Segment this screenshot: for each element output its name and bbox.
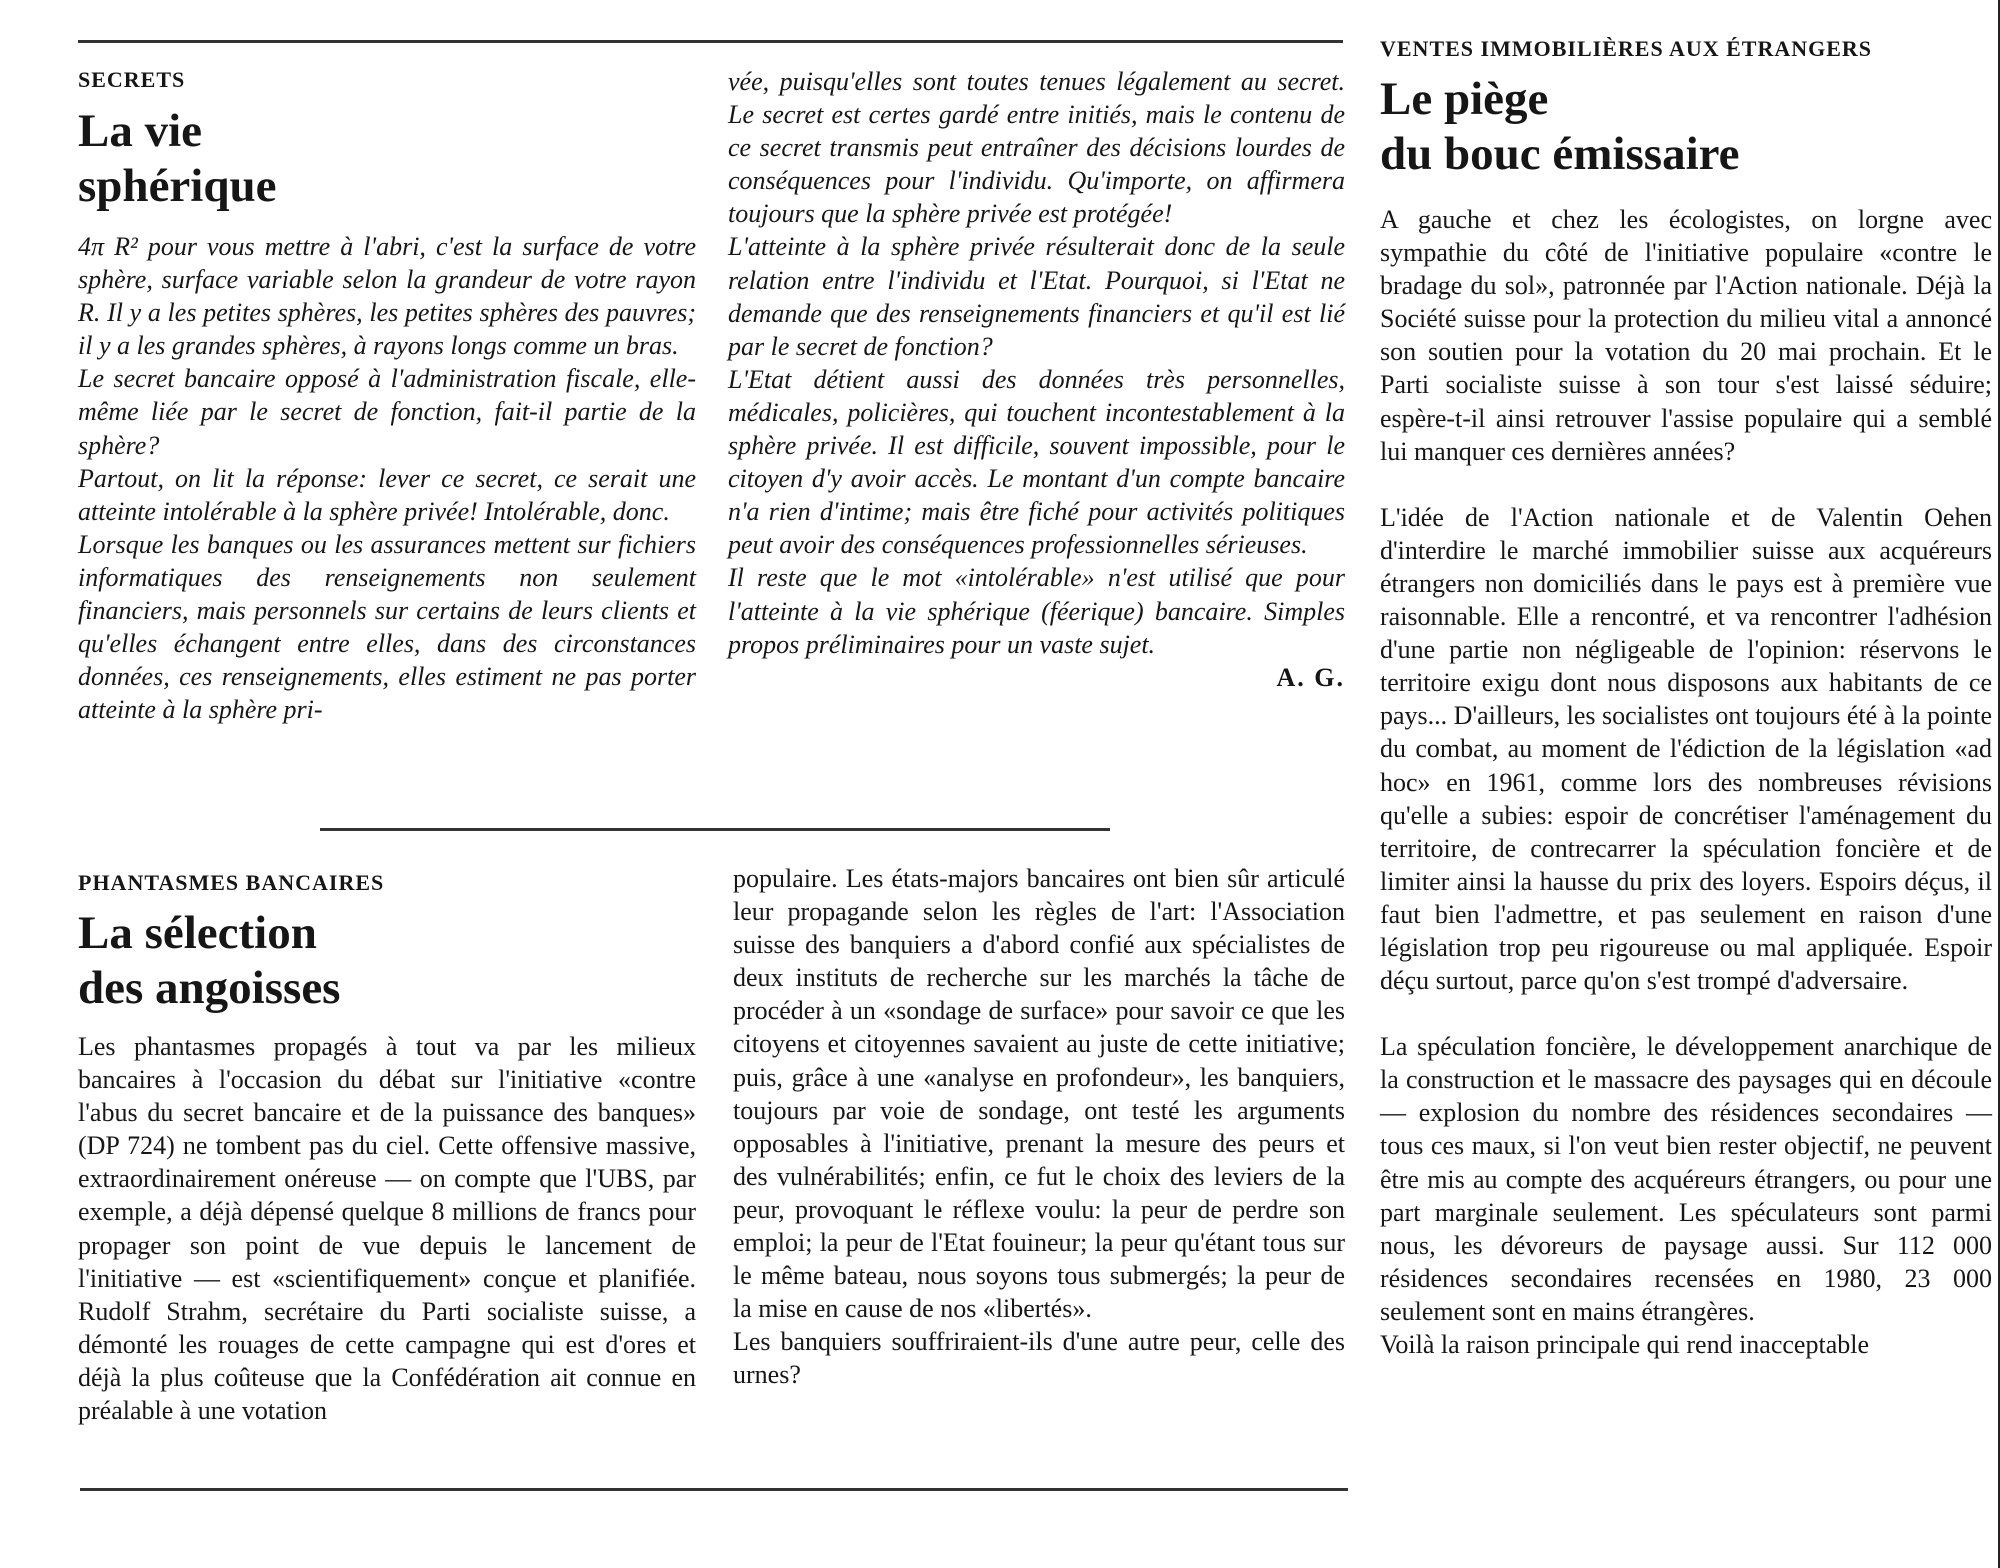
- paragraph: Lorsque les banques ou les assurances mettent sur fichiers informatiques des renseignements non seulement financiers, mais personnels sur certains de leurs clients et qu'elles échangent entre elles, dans des circonstances données, ces renseignements, elles estiment ne pas porter atteinte à la sphère pri-: [78, 529, 696, 725]
- phantasmes-right-column: [733, 862, 1345, 1392]
- paragraph: Les banquiers souffriraient-ils d'une autre peur, celle des urnes?: [733, 1327, 1345, 1390]
- paragraph: populaire. Les états-majors bancaires ont bien sûr articulé leur propagande selon les règles de l'art: l'Association suisse des banquiers a d'abord confié aux spécialistes de deux instituts de recherche sur les marchés la tâche de procéder à un «sondage de surface» pour savoir ce que les citoyens et citoyennes savaient au juste de cette initiative; puis, grâce à une «analyse en profondeur», les banquiers, toujours par voie de sondage, ont testé les arguments opposables à l'initiative, prenant la mesure des peurs et des vulnérabilités; enfin, ce fut le choix des leviers de la peur, provoquant le réflexe voulu: la peur de perdre son emploi; la peur de l'Etat fouineur; la peur qu'étant tous sur le même bateau, nous soyons tous submergés; la peur de la mise en cause de nos «libertés».: [733, 864, 1345, 1324]
- paragraph: vée, puisqu'elles sont toutes tenues légalement au secret. Le secret est certes gardé entre initiés, mais le contenu de ce secret transmis peut entraîner des décisions lourdes de conséquences pour l'individu. Qu'importe, on affirmera toujours que la sphère privée est protégée!: [728, 67, 1345, 229]
- paragraph: L'Etat détient aussi des données très personnelles, médicales, policières, qui touchent incontestablement à la sphère privée. Il est difficile, souvent impossible, pour le citoyen d'y avoir accès. Le montant d'un compte bancaire n'a rien d'intime; mais être fiché pour activités politiques peut avoir des conséquences professionnelles sérieuses.: [728, 364, 1345, 560]
- ventes-title: Le piège du bouc émissaire: [1380, 73, 1740, 180]
- bottom-rule: [80, 1488, 1348, 1491]
- phantasmes-left-column: [78, 1030, 696, 1427]
- phantasmes-kicker: PHANTASMES BANCAIRES: [78, 870, 385, 895]
- paragraph: Les phantasmes propagés à tout va par les milieux bancaires à l'occasion du débat sur l'initiative «contre l'abus du secret bancaire et de la puissance des banques» (DP 724) ne tombent pas du ciel. Cette offensive massive, extraordinairement onéreuse — on compte que l'UBS, par exemple, a déjà dépensé quelque 8 millions de francs pour propager son point de vue depuis le lancement de l'initiative — est «scientifiquement» conçue et planifiée. Rudolf Strahm, secrétaire du Parti socialiste suisse, a démonté les rouages de cette campagne qui est d'ores et déjà la plus coûteuse que la Confédération ait connue en préalable à une votation: [78, 1032, 696, 1426]
- paragraph: L'idée de l'Action nationale et de Valentin Oehen d'interdire le marché immobilier suisse aux acquéreurs étrangers non domiciliés dans le pays est à première vue raisonnable. Elle a rencontré, et va rencontrer l'adhésion d'une partie non négligeable de l'opinion: réservons le territoire exigu dont nous disposons aux habitants de ce pays... D'ailleurs, les socialistes ont toujours été à la pointe du combat, au moment de l'édiction de la législation «ad hoc» en 1961, comme lors des nombreuses révisions qu'elle a subies: espoir de concrétiser l'aménagement du territoire, de contrecarrer la spéculation foncière et de limiter ainsi la hausse du prix des loyers. Espoirs déçus, il faut bien l'admettre, et pas seulement en raison d'une législation trop peu rigoureuse ou mal appliquée. Espoir déçu surtout, parce qu'on s'est trompé d'adversaire.: [1380, 502, 1992, 996]
- paragraph: Le secret bancaire opposé à l'administration fiscale, elle-même liée par le secret de fonction, fait-il partie de la sphère?: [78, 364, 696, 460]
- ventes-kicker: VENTES IMMOBILIÈRES AUX ÉTRANGERS: [1380, 36, 1873, 61]
- paragraph: A gauche et chez les écologistes, on lorgne avec sympathie du côté de l'initiative populaire «contre le bradage du sol», patronnée par l'Action nationale. Déjà la Société suisse pour la protection du milieu vital a annoncé son soutien pour la votation du 20 mai prochain. Et le Parti socialiste suisse à son tour s'est laissé séduire; espère-t-il ainsi retrouver l'assise populaire qui a semblé lui manquer ces dernières années?: [1380, 205, 1992, 466]
- middle-rule: [320, 828, 1110, 831]
- secrets-kicker: SECRETS: [78, 67, 186, 92]
- phantasmes-title: La sélection des angoisses: [78, 907, 341, 1014]
- ventes-column: [1380, 203, 1992, 1361]
- paragraph: Partout, on lit la réponse: lever ce secret, ce serait une atteinte intolérable à la sphère privée! Intolérable, donc.: [78, 463, 696, 526]
- paragraph: 4π R² pour vous mettre à l'abri, c'est la surface de votre sphère, surface variable selon la grandeur de votre rayon R. Il y a les petites sphères, les petites sphères des pauvres; il y a les grandes sphères, à rayons longs comme un bras.: [78, 232, 696, 361]
- secrets-title: La vie sphérique: [78, 105, 277, 212]
- author-signature: A. G.: [1276, 662, 1345, 692]
- secrets-right-column: [728, 65, 1345, 694]
- paragraph: Il reste que le mot «intolérable» n'est utilisé que pour l'atteinte à la vie sphérique (féerique) bancaire. Simples propos préliminaires pour un vaste sujet.: [728, 563, 1345, 659]
- paragraph: Voilà la raison principale qui rend inacceptable: [1380, 1330, 1869, 1359]
- paragraph: L'atteinte à la sphère privée résulterait donc de la seule relation entre l'individu et l'Etat. Pourquoi, si l'Etat ne demande que des renseignements financiers et qu'il est lié par le secret de fonction?: [728, 232, 1345, 361]
- secrets-left-column: [78, 230, 696, 726]
- top-rule: [78, 40, 1343, 43]
- paragraph: La spéculation foncière, le développement anarchique de la construction et le massacre des paysages qui en découle — explosion du nombre des résidences secondaires — tous ces maux, si l'on veut bien rester objectif, ne peuvent être mis au compte des acquéreurs étrangers, ou pour une part marginale seulement. Les spéculateurs sont parmi nous, les dévoreurs de paysage aussi. Sur 112 000 résidences secondaires recensées en 1980, 23 000 seulement sont en mains étrangères.: [1380, 1032, 1992, 1326]
